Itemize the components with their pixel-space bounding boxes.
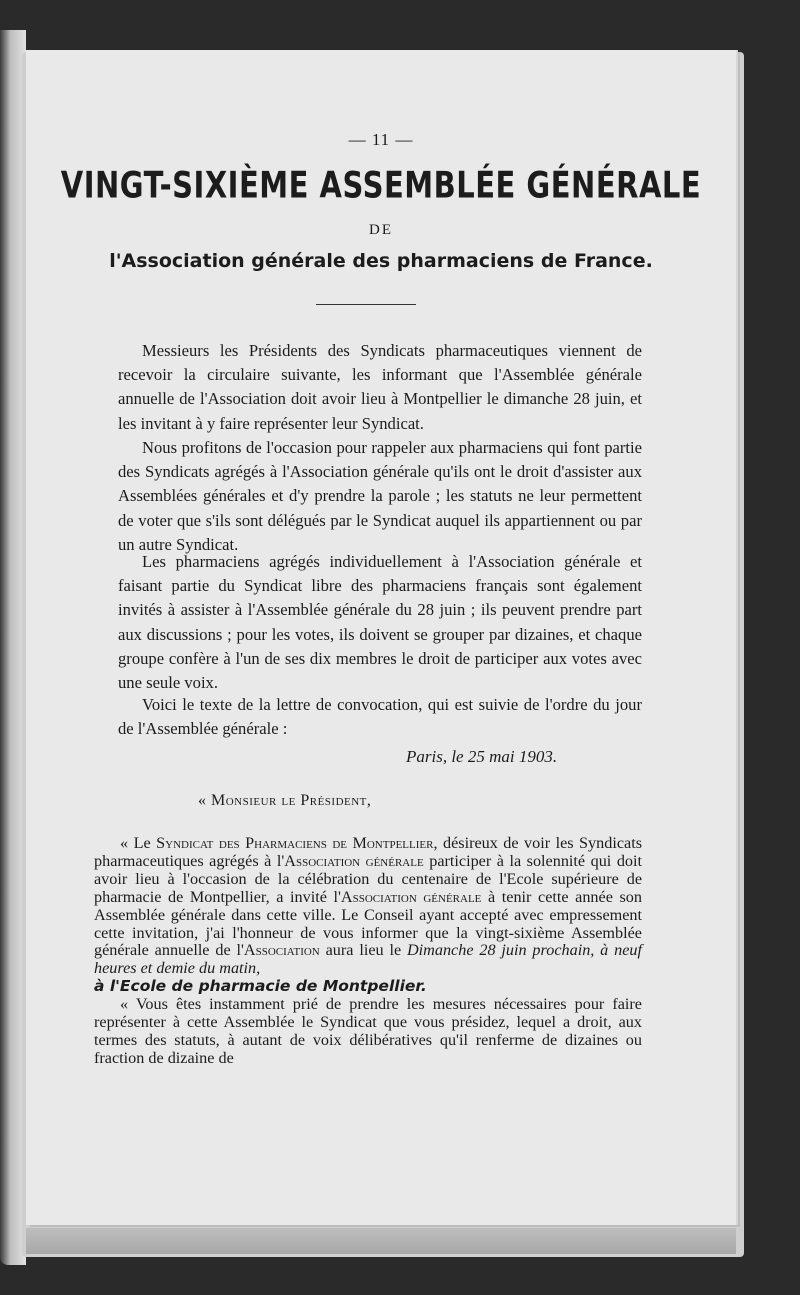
letter-text: , désireux de voir les Syndicats pharmaceutiques agrégés à l' <box>94 834 643 870</box>
page-title: VINGT-SIXIÈME ASSEMBLÉE GÉNÉRALE <box>60 163 702 207</box>
letter-text: aura lieu le <box>319 941 407 960</box>
paragraph: Les pharmaciens agrégés individuellement à l'Association générale et faisant partie du Syndicat libre des pharmaciens français sont également invités à assister à l'Assemblée générale du 28 juin ; ils peuvent prendre part aux discussions ; pour les votes, ils doivent se grouper par dizaines, et chaque groupe confère à l'un de ses dix membres le droit de participer aux votes avec une seule voix. <box>118 552 642 693</box>
page-bottom-edge <box>26 1228 736 1254</box>
paragraph: Nous profitons de l'occasion pour rappeler aux pharmaciens qui font partie des Syndicats agrégés à l'Association générale qu'ils ont le droit d'assister aux Assemblées générales et d'y prendre la parole ; les statuts ne leur permettent de voter que s'ils sont délégués par le Syndicat auquel ils appartiennent ou par un autre Syndicat. <box>118 438 642 554</box>
individual-members-paragraph <box>118 550 642 695</box>
meeting-time: Dimanche 28 juin prochain, à neuf heures et demie du matin, <box>94 941 642 978</box>
page-number: — 11 — <box>348 130 414 149</box>
divider-rule <box>316 304 416 305</box>
letter-smallcaps: Association <box>243 941 320 960</box>
convocation-letter <box>94 835 642 1068</box>
letter-paragraph: « Vous êtes instamment prié de prendre les mesures nécessaires pour faire représenter à cette Assemblée le Syndicat que vous présidez, lequel a droit, aux termes des statuts, à autant de voix délibératives qu'il renferme de dizaines ou fraction de dizaine de <box>94 995 642 1067</box>
paragraph: Messieurs les Présidents des Syndicats pharmaceutiques viennent de recevoir la circulaire suivante, les informant que l'Assemblée générale annuelle de l'Association doit avoir lieu à Montpellier le dimanche 28 juin, et les invitant à y faire représenter leur Syndicat. <box>118 341 642 433</box>
letter-salutation: « Monsieur le Président, <box>198 792 372 809</box>
letter-smallcaps: Association générale <box>340 887 482 906</box>
letter-date: Paris, le 25 mai 1903. <box>406 747 558 766</box>
letter-smallcaps: Association générale <box>284 851 424 870</box>
letter-smallcaps: Syndicat des Pharmaciens de Montpellier <box>156 834 434 852</box>
title-connector: DE <box>369 222 393 238</box>
letter-text: « Le <box>120 834 157 852</box>
convocation-intro-paragraph <box>118 693 642 741</box>
letter-paragraph <box>94 835 642 996</box>
meeting-venue: à l'Ecole de pharmacie de Montpellier. <box>94 977 427 996</box>
intro-paragraph <box>118 339 642 436</box>
letter-text: participer à la solennité qui doit avoir lieu à l'occasion de la célébration du centenaire de l'Ecole supérieure de pharmacie de Montpellier, a invité l' <box>94 851 642 906</box>
page-subtitle: l'Association générale des pharmaciens de France. <box>109 250 653 272</box>
reminder-paragraph <box>118 436 642 557</box>
letter-text: à tenir cette année son Assemblée générale dans cette ville. Le Conseil ayant accepté avec empressement cette invitation, j'ai l'honneur de vous informer que la vingt-sixième Assemblée générale annuelle de l' <box>94 887 642 960</box>
paragraph: Voici le texte de la lettre de convocation, qui est suivie de l'ordre du jour de l'Assemblée générale : <box>118 695 642 739</box>
document-page <box>26 50 736 1225</box>
